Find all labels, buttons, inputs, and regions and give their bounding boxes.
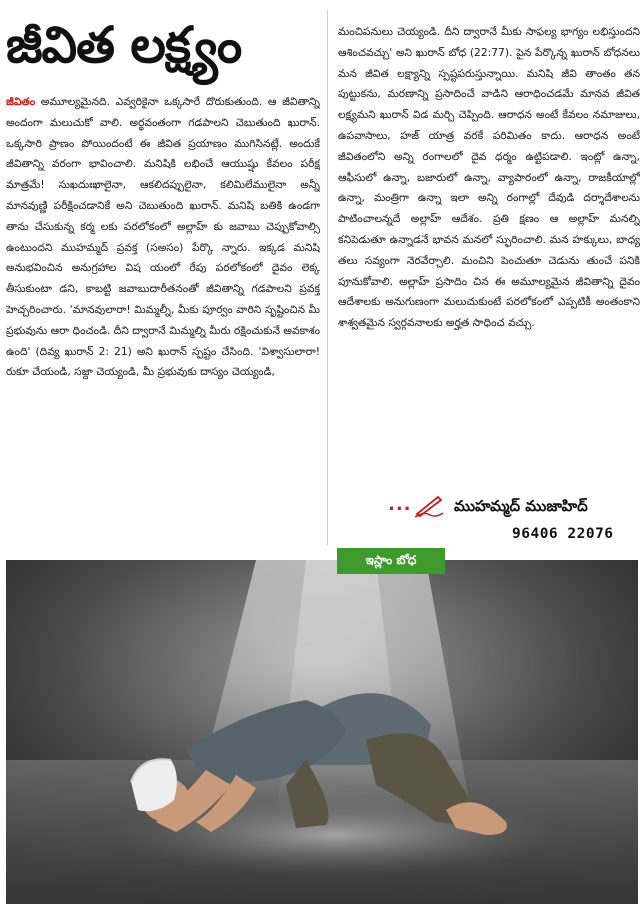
pen-icon xyxy=(414,494,444,518)
byline xyxy=(388,492,640,522)
article-left-column xyxy=(6,92,320,552)
author-name: ముహమ్మద్ ముజాహిద్ xyxy=(454,497,588,515)
prostrating-man-photo xyxy=(6,560,638,904)
author-phone: 96406 22076 xyxy=(512,526,614,542)
byline-dots: ... xyxy=(388,494,412,515)
headline: జీవిత లక్ష్యం xyxy=(6,16,242,74)
column-divider xyxy=(327,10,328,545)
photo-illustration xyxy=(6,560,638,904)
section-badge: ఇస్లాం బోధ xyxy=(337,548,445,574)
left-paragraph xyxy=(6,92,320,383)
left-body-text: అమూల్యమైనది. ఎవ్వరికైనా ఒక్కసారే దొరుకుతుంది. ఆ జీవితాన్ని అందంగా మలుచుకో వాలి. అర్థవంతంగా గడపాలని చెబుతుంది ఖురాన్. ఒక్కసారి ప్రాణం పోయిందంటే ఈ జీవిత ప్రయాణం ముగిసినట్లే. అందుకే జీవితాన్ని వరంగా భావించాలి. మనిషికి లభించే ఆయుష్షు కేవలం పరీక్ష మాత్రమే! సుఖదుఃఖాలైనా, ఆకలిదప్పులైనా, కలిమిలేములైనా అన్నీ మానవుణ్ణి పరీక్షించడానికే అని చెబుతుంది ఖురాన్. మనిషి బతికి ఉండగా తాను చేసుకున్న కర్మ లకు పరలోకంలో అల్లాహ్ కు జవాబు చెప్పుకోవాల్సి ఉంటుందని ముహమ్మద్ ప్రవక్త (సఅసం) పేర్కొ న్నారు. ఇక్కడ మనిషి అనుభవించిన అనుగ్రహాల విష యంలో రేపు పరలోకంలో దైవం లెక్క తీసుకుంటా డని, కాబట్టి జవాబుదారీతనంతో జీవితాన్ని గడపాలని ప్రవక్త హెచ్చరించారు. 'మానవులారా! మిమ్మల్నీ, మీకు పూర్వం వారిని సృష్టించిన మీ ప్రభువును ఆరా ధించండి. దీని ద్వారానే మిమ్మల్ని మీరు రక్షించుకునే అవకాశం ఉంది' (దివ్య ఖురాన్ 2: 21) అని ఖురాన్ స్పష్టం చేసింది. 'విశ్వాసులారా! రుకూ చేయండి, సజ్దా చెయ్యండి, మీ ప్రభువుకు దాస్యం చెయ్యండి, xyxy=(6,95,320,379)
right-body-text: మంచిపనులు చెయ్యండి. దీని ద్వారానే మీకు సాఫల్య భాగ్యం లభిస్తుందని ఆశించవచ్చు' అని ఖురాన్ బోధ (22:77). పైన పేర్కొన్న ఖురాన్ బోధనలు మన జీవిత లక్ష్యాన్ని స్పష్టపరుస్తున్నాయి. మనిషి జీవి తాంతం తన పుట్టుకను, మరణాన్ని ప్రసాదించే వాడిని ఆరాధించడమే మానవ జీవిత లక్ష్యమని ఖురాన్ విడ మర్చి చెప్పింది. ఆరాధన అంటే కేవలం నమాజులు, ఉపవాసాలు, హజ్ యాత్ర వరకే పరిమితం కాదు. ఆరాధన అంటే జీవితంలోని అన్ని రంగాలలో దైవ ధర్మం ఉట్టిపడాలి. ఇంట్లో ఉన్నా, ఆఫీసులో ఉన్నా, బజారులో ఉన్నా, వ్యాపారంలో ఉన్నా, రాజకీయాల్లో ఉన్నా, మంత్రిగా ఉన్నా ఇలా అన్ని రంగాల్లో దేవుడి దర్శాదేశాలను పాటించాలన్నదే అల్లాహ్ ఆదేశం. ప్రతి క్షణం ఆ అల్లాహ్ మనల్ని కనిపెడుతూ ఉన్నాడనే భావన మనలో స్ఫురించాలి. మన హక్కులు, బాధ్య తలు సవ్యంగా నెరవేర్చాలి. మంచిని పెంచుతూ చెడును తుంచే పనికి పూనుకోవాలి. అల్లాహ్ ప్రసాదిం చిన ఈ అమూల్యమైన జీవితాన్ని దైవం ఆదేశాలకు అనుగుణంగా మలుచుకుంటే పరలోకంలో ఎప్పటికీ అంతంకాని శాశ్వతమైన స్వర్గవనాలకు అర్హత సాధించ వచ్చు. xyxy=(338,25,640,330)
lead-word: జీవితం xyxy=(6,95,36,108)
article-right-column xyxy=(338,22,640,482)
